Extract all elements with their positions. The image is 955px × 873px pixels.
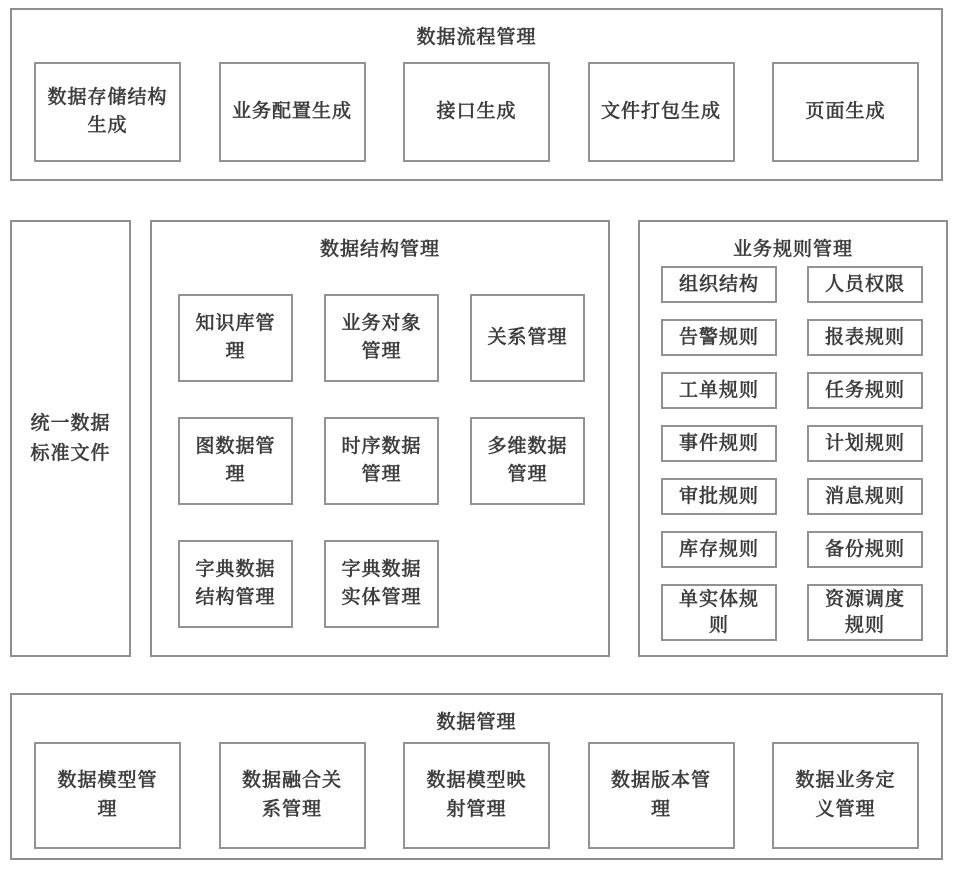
structure-management-panel xyxy=(150,220,610,657)
flow-item-business-config-generation: 业务配置生成 xyxy=(219,62,366,162)
rule-item-approval-rules: 审批规则 xyxy=(661,478,777,515)
data-item-model-management: 数据模型管理 xyxy=(34,742,181,849)
rule-item-single-entity-rules: 单实体规则 xyxy=(661,584,777,641)
rule-item-event-rules: 事件规则 xyxy=(661,425,777,462)
rule-item-work-order-rules: 工单规则 xyxy=(661,372,777,409)
flow-item-file-packaging-generation: 文件打包生成 xyxy=(588,62,735,162)
rule-item-plan-rules: 计划规则 xyxy=(807,425,923,462)
data-item-fusion-relationship-management: 数据融合关系管理 xyxy=(219,742,366,849)
rule-item-message-rules: 消息规则 xyxy=(807,478,923,515)
rules-panel-title: 业务规则管理 xyxy=(732,239,853,260)
structure-item-dictionary-entity: 字典数据实体管理 xyxy=(324,540,439,628)
flow-items-row xyxy=(12,62,941,162)
structure-panel-title: 数据结构管理 xyxy=(319,239,440,260)
flow-management-panel xyxy=(10,8,943,181)
rule-item-task-rules: 任务规则 xyxy=(807,372,923,409)
flow-panel-title: 数据流程管理 xyxy=(416,27,537,48)
rule-item-report-rules: 报表规则 xyxy=(807,319,923,356)
data-item-model-mapping-management: 数据模型映射管理 xyxy=(403,742,550,849)
rule-item-inventory-rules: 库存规则 xyxy=(661,531,777,568)
data-item-version-management: 数据版本管理 xyxy=(588,742,735,849)
rule-item-personnel-permissions: 人员权限 xyxy=(807,266,923,303)
rule-item-resource-scheduling-rules: 资源调度规则 xyxy=(807,584,923,641)
data-panel-title: 数据管理 xyxy=(436,712,517,733)
flow-item-interface-generation: 接口生成 xyxy=(403,62,550,162)
rules-items-grid xyxy=(661,266,923,641)
structure-item-relationship: 关系管理 xyxy=(470,294,585,382)
structure-item-business-object: 业务对象管理 xyxy=(324,294,439,382)
rule-item-alarm-rules: 告警规则 xyxy=(661,319,777,356)
structure-item-multidimensional-data: 多维数据管理 xyxy=(470,417,585,505)
structure-items-grid xyxy=(178,294,585,628)
flow-item-page-generation: 页面生成 xyxy=(772,62,919,162)
flow-item-storage-structure-generation: 数据存储结构生成 xyxy=(34,62,181,162)
data-items-row xyxy=(12,742,941,849)
data-management-panel xyxy=(10,693,943,860)
structure-item-graph-data: 图数据管理 xyxy=(178,417,293,505)
structure-item-knowledge-base: 知识库管理 xyxy=(178,294,293,382)
structure-item-timeseries-data: 时序数据管理 xyxy=(324,417,439,505)
rule-item-backup-rules: 备份规则 xyxy=(807,531,923,568)
rules-management-panel xyxy=(638,220,948,657)
unified-data-standard-file-box: 统一数据标准文件 xyxy=(10,220,131,657)
rule-item-organization-structure: 组织结构 xyxy=(661,266,777,303)
data-item-business-definition-management: 数据业务定义管理 xyxy=(772,742,919,849)
structure-item-dictionary-structure: 字典数据结构管理 xyxy=(178,540,293,628)
